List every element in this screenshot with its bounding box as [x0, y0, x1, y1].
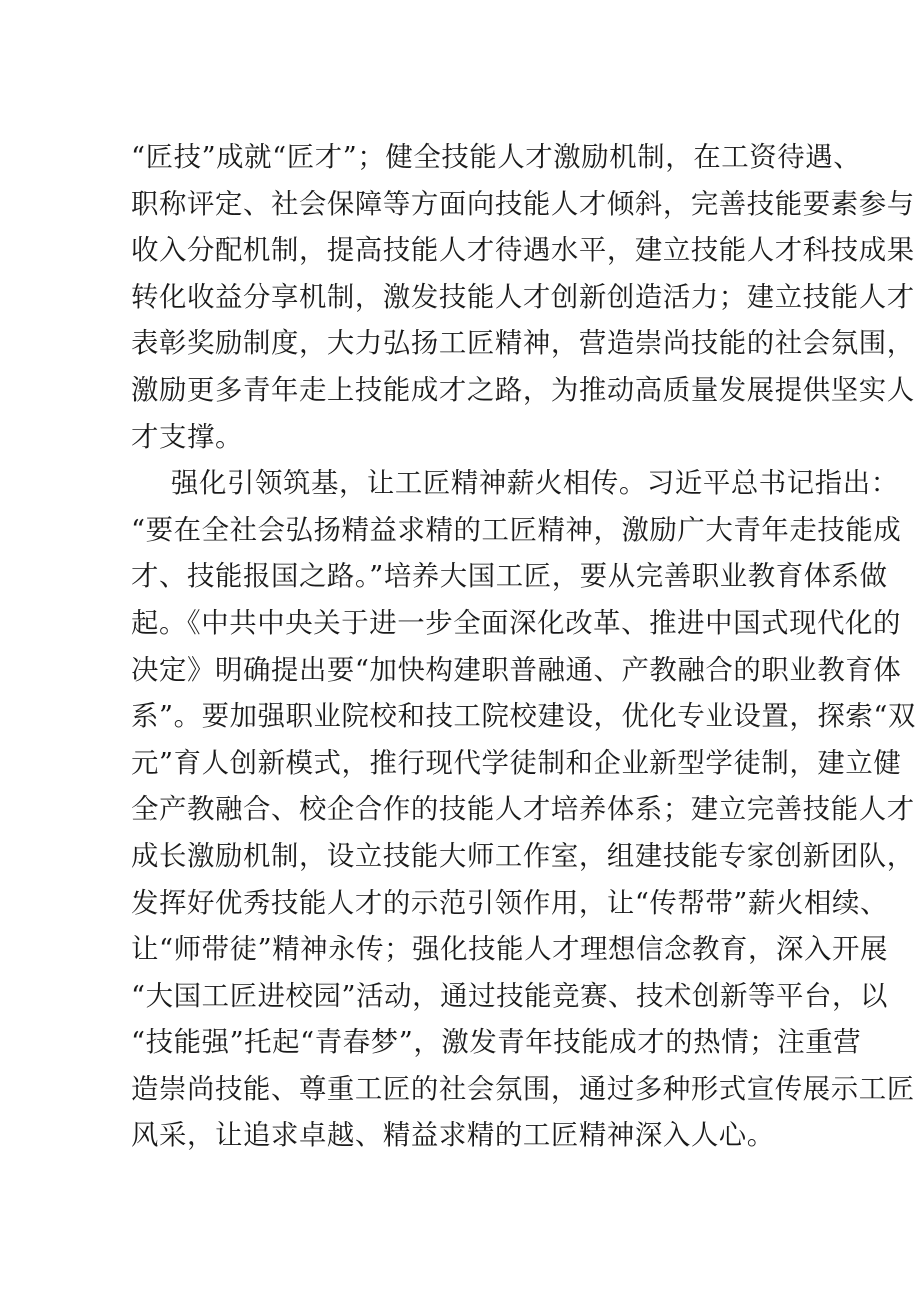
paragraph-line: 才、技能报国之路。”培养大国工匠，要从完善职业教育体系做	[131, 561, 888, 593]
paragraph-1	[131, 135, 915, 461]
paragraph-line: 发挥好优秀技能人才的示范引领作用，让“传帮带”薪火相续、	[131, 887, 888, 919]
paragraph-line: 强化引领筑基，让工匠精神薪火相传。习近平总书记指出：	[171, 468, 899, 500]
document-body	[131, 135, 916, 1160]
paragraph-line: 起。《中共中央关于进一步全面深化改革、推进中国式现代化的	[131, 607, 902, 639]
paragraph-line: 才支撑。	[131, 421, 243, 453]
paragraph-line: 成长激励机制，设立技能大师工作室，组建技能专家创新团队，	[131, 840, 915, 872]
paragraph-line: 激励更多青年走上技能成才之路，为推动高质量发展提供坚实人	[131, 374, 915, 406]
paragraph-line: 系”。要加强职业院校和技工院校建设，优化专业设置，探索“双	[131, 701, 916, 733]
paragraph-line: 元”育人创新模式，推行现代学徒制和企业新型学徒制，建立健	[131, 747, 902, 779]
paragraph-line: “技能强”托起“青春梦”，激发青年技能成才的热情；注重营	[131, 1027, 862, 1059]
paragraph-line: “要在全社会弘扬精益求精的工匠精神，激励广大青年走技能成	[131, 514, 902, 546]
paragraph-2	[131, 461, 916, 1160]
paragraph-line: 让“师带徒”精神永传；强化技能人才理想信念教育，深入开展	[131, 934, 888, 966]
paragraph-line: 造崇尚技能、尊重工匠的社会氛围，通过多种形式宣传展示工匠	[131, 1073, 915, 1105]
paragraph-line: 表彰奖励制度，大力弘扬工匠精神，营造崇尚技能的社会氛围，	[131, 328, 915, 360]
paragraph-line: “大国工匠进校园”活动，通过技能竞赛、技术创新等平台，以	[131, 980, 888, 1012]
paragraph-line: “匠技”成就“匠才”；健全技能人才激励机制，在工资待遇、	[131, 142, 862, 173]
paragraph-line: 收入分配机制，提高技能人才待遇水平，建立技能人才科技成果	[131, 235, 915, 267]
paragraph-line: 风采，让追求卓越、精益求精的工匠精神深入人心。	[131, 1120, 775, 1152]
paragraph-line: 全产教融合、校企合作的技能人才培养体系；建立完善技能人才	[131, 794, 915, 826]
paragraph-line: 转化收益分享机制，激发技能人才创新创造活力；建立技能人才	[131, 281, 915, 313]
paragraph-line: 决定》明确提出要“加快构建职普融通、产教融合的职业教育体	[131, 654, 902, 686]
paragraph-line: 职称评定、社会保障等方面向技能人才倾斜，完善技能要素参与	[131, 188, 915, 220]
